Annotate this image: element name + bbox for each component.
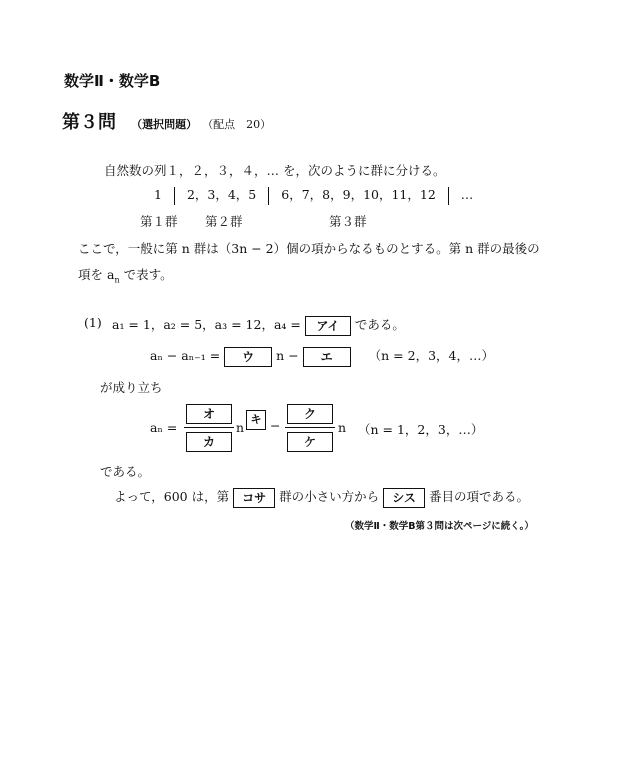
- part1-values-end: である。: [354, 317, 405, 332]
- conclusion-b: 群の小さい方から: [279, 489, 380, 504]
- intro-line3-b: で表す。: [119, 267, 173, 282]
- divider: [268, 187, 269, 205]
- answer-box-ai: アイ: [305, 316, 351, 336]
- points-label: （配点 20）: [202, 118, 272, 131]
- an-lhs: aₙ =: [150, 420, 178, 435]
- recurrence-condition: （n = 2，3，4，…）: [368, 348, 494, 363]
- group-1: 1: [154, 187, 162, 202]
- part1-label: (1): [84, 315, 102, 330]
- group-2: 2，3，4，5: [186, 187, 257, 202]
- part1-values-text: a₁ = 1，a₂ = 5，a₃ = 12，a₄ =: [112, 317, 301, 332]
- recurrence: [150, 346, 494, 367]
- conclusion: [114, 487, 529, 508]
- dearu-text: である。: [100, 464, 151, 479]
- n-before-exp: n: [236, 420, 245, 435]
- answer-box-u: ウ: [224, 347, 272, 367]
- n-after-fraction: n: [338, 420, 347, 435]
- answer-box-ki: キ: [246, 410, 266, 430]
- conclusion-a: よって，600 は，第: [114, 489, 230, 504]
- continued-note: （数学Ⅱ・数学B第３問は次ページに続く。）: [345, 521, 534, 532]
- answer-box-ka: カ: [186, 432, 232, 452]
- question-title: [62, 108, 271, 134]
- group-ellipsis: …: [460, 187, 474, 202]
- answer-box-e: エ: [303, 347, 351, 367]
- group-3: 6，7，8，9，10，11，12: [281, 187, 436, 202]
- group-sequence: [154, 185, 473, 205]
- divider: [448, 187, 449, 205]
- minus-sign: −: [270, 418, 281, 433]
- recurrence-mid: n −: [276, 348, 299, 363]
- fraction-line-1: [184, 427, 234, 428]
- answer-box-kosa: コサ: [233, 488, 275, 508]
- intro-line2: ここで，一般に第 n 群は（3n − 2）個の項からなるものとする。第 n 群の最後の: [78, 241, 540, 256]
- intro-line3: [78, 265, 173, 285]
- subject-title: 数学Ⅱ・数学B: [64, 72, 161, 90]
- answer-box-ku: ク: [287, 404, 333, 424]
- group-label-3: 第３群: [329, 214, 367, 229]
- intro-line1: 自然数の列１，２，３，４，… を，次のように群に分ける。: [104, 163, 446, 178]
- answer-box-shisu: シス: [383, 488, 425, 508]
- intro-line3-a: 項を a: [78, 267, 115, 282]
- conclusion-c: 番目の項である。: [429, 489, 530, 504]
- divider: [174, 187, 175, 205]
- fraction-line-2: [285, 427, 335, 428]
- choice-label: （選択問題）: [131, 118, 198, 131]
- answer-box-o: オ: [186, 404, 232, 424]
- recurrence-lhs: aₙ − aₙ₋₁ =: [150, 348, 221, 363]
- holds-text: が成り立ち: [100, 380, 163, 395]
- answer-box-ke: ケ: [287, 432, 333, 452]
- group-label-1: 第１群: [140, 214, 178, 229]
- question-number: 第３問: [62, 112, 116, 133]
- part1-values: [112, 315, 405, 336]
- intro-line3-sub: n: [114, 275, 120, 285]
- an-condition: （n = 1，2，3，…）: [358, 422, 484, 437]
- group-label-2: 第２群: [205, 214, 243, 229]
